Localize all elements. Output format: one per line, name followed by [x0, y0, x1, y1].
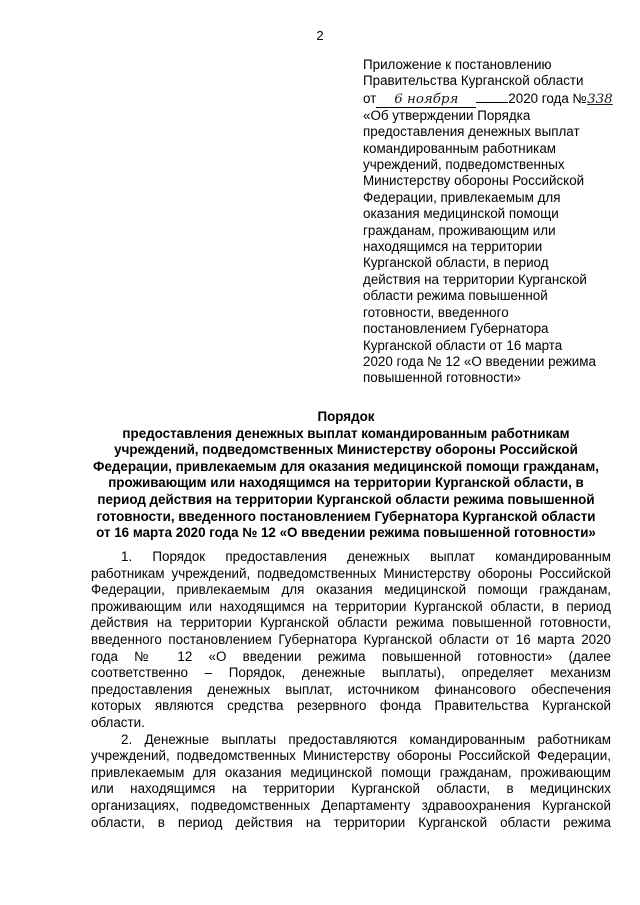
title-line: проживающим или находящимся на территории Курганской области, в: [108, 475, 584, 491]
title-line: Федерации, привлекаемым для оказания медицинской помощи гражданам,: [93, 458, 599, 474]
paragraph-line: действия на территории Курганской области режима повышенной готовности,: [91, 615, 611, 631]
appendix-decree-line: оказания медицинской помощи: [363, 206, 559, 222]
document-title: [76, 409, 616, 542]
paragraph-2: [91, 732, 611, 832]
paragraph-line: области.: [91, 714, 145, 730]
title-line: готовности, введенного постановлением Губернатора Курганской области: [96, 508, 596, 524]
appendix-decree-title: [363, 108, 625, 387]
appendix-decree-line: Курганской области, в период: [363, 255, 549, 271]
title-heading: Порядок: [317, 409, 375, 424]
title-line: от 16 марта 2020 года № 12 «О введении режима повышенной готовности»: [96, 525, 596, 541]
paragraph-line: 1. Порядок предоставления денежных выплат командированным: [121, 549, 611, 564]
appendix-date-line: [363, 90, 625, 108]
title-subheading: [76, 426, 616, 542]
paragraph-line: соответственно – Порядок, денежные выплаты), определяет механизм: [91, 665, 611, 681]
paragraph-line: области, в период действия на территории Курганской области режима: [91, 814, 611, 830]
date-prefix: от: [363, 90, 377, 106]
appendix-decree-line: повышенной готовности»: [363, 370, 521, 386]
appendix-decree-line: действия на территории Курганской: [363, 271, 587, 287]
appendix-decree-line: командированным работникам: [363, 140, 556, 156]
appendix-decree-line: Курганской области от 16 марта: [363, 337, 563, 353]
paragraph-line: введенного постановлением Губернатора Курганской области от 16 марта 2020: [91, 631, 611, 647]
title-line: предоставления денежных выплат командированным работникам: [122, 425, 570, 441]
paragraph-line: организациях, подведомственных Департаменту здравоохранения Курганской: [91, 797, 611, 813]
title-line: учреждений, подведомственных Министерству обороны Российской: [114, 442, 578, 458]
appendix-line: Приложение к постановлению: [363, 57, 552, 72]
paragraph-line: или находящимся на территории Курганской области, в медицинских: [91, 781, 611, 797]
page-number: 2: [316, 28, 324, 43]
paragraph-line: Федерации, привлекаемым для оказания медицинской помощи гражданам,: [91, 582, 611, 598]
paragraph-line: проживающим или находящимся на территории Курганской области, в период: [91, 598, 611, 614]
title-line: период действия на территории Курганской области режима повышенной: [97, 491, 595, 507]
appendix-decree-line: находящимся на территории: [363, 239, 543, 255]
appendix-decree-line: учреждений, подведомственных: [363, 157, 565, 173]
paragraph-line: 2. Денежные выплаты предоставляются командированным работникам: [121, 731, 611, 747]
document-body: [91, 549, 611, 831]
appendix-decree-line: предоставления денежных выплат: [363, 124, 580, 140]
paragraph-line: года № 12 «О введении режима повышенной готовности» (далее: [91, 648, 611, 664]
handwritten-date: 6 ноября: [376, 93, 476, 108]
appendix-decree-line: 2020 года № 12 «О введении режима: [363, 353, 596, 369]
paragraph-line: которых являются средства резервного фонда Правительства Курганской: [91, 698, 611, 714]
appendix-decree-line: готовности, введенного: [363, 304, 509, 320]
date-suffix: 2020 года №: [508, 90, 587, 106]
paragraph-1: [91, 549, 611, 732]
appendix-line: Правительства Курганской области: [363, 73, 584, 89]
appendix-decree-line: гражданам, проживающим или: [363, 222, 556, 238]
paragraph-line: предоставления денежных выплат, источником финансового обеспечения: [91, 681, 611, 697]
appendix-decree-line: Министерству обороны Российской: [363, 173, 585, 189]
appendix-decree-line: постановлением Губернатора: [363, 321, 549, 337]
paragraph-line: работникам учреждений, подведомственных Министерству обороны Российской: [91, 565, 611, 581]
date-underline: [476, 90, 508, 103]
appendix-decree-line: Федерации, привлекаемым для: [363, 189, 561, 205]
handwritten-number: 338: [587, 91, 613, 107]
appendix-header: [363, 57, 625, 387]
paragraph-line: учреждений, подведомственных Министерству обороны Российской Федерации,: [91, 748, 611, 764]
paragraph-line: привлекаемым для оказания медицинской помощи гражданам, проживающим: [91, 764, 611, 780]
appendix-decree-line: области режима повышенной: [363, 288, 548, 304]
appendix-decree-line: «Об утверждении Порядка: [363, 107, 531, 123]
